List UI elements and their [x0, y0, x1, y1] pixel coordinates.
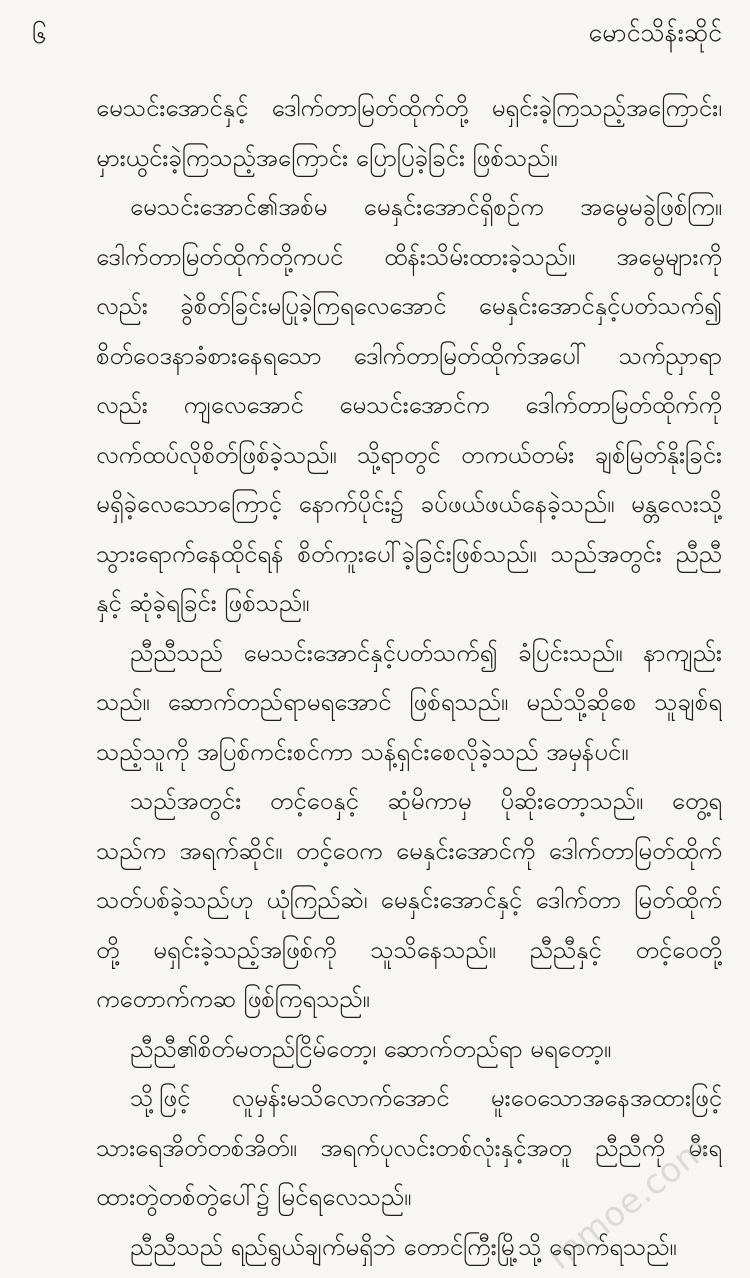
text-line: သည်အတွင်း တင့်ဝေနှင့် ဆုံမိကာမှ ပိုဆိုးတော့သည်။ တွေ့ရ: [130, 787, 722, 815]
paragraph: [96, 1223, 722, 1273]
text-line: ညီညီသည် ရည်ရွယ်ချက်မရှိဘဲ တောင်ကြီးမြို့သို့ ရောက်ရသည်။: [130, 1232, 677, 1261]
text-line: သည့်သူကို အပြစ်ကင်းစင်ကာ သန့်ရှင်းစေလိုခဲ့သည် အမှန်ပင်။: [96, 737, 629, 766]
text-line: ကတောက်ကဆ ဖြစ်ကြရသည်။: [96, 985, 370, 1013]
running-title: မောင်သိန်းဆိုင်: [588, 18, 722, 47]
text-line: သို့ဖြင့် လူမှန်းမသိလောက်အောင် မူးဝေသောအနေအထားဖြင့်: [130, 1084, 722, 1112]
text-line: သတ်ပစ်ခဲ့သည်ဟု ယုံကြည်ဆဲ၊ မေနှင်းအောင်နှင့် ဒေါက်တာ မြတ်ထိုက်: [96, 886, 722, 914]
text-line: လည်း ကျလေအောင် မေသင်းအောင်က ဒေါက်တာမြတ်ထိုက်ကို: [96, 391, 722, 419]
text-line: သားရေအိတ်တစ်အိတ်။ အရက်ပုလင်းတစ်လုံးနှင့်အတူ ညီညီကို မီးရ: [96, 1133, 722, 1162]
paragraph: [96, 1025, 722, 1075]
text-line: လက်ထပ်လိုစိတ်ဖြစ်ခဲ့သည်။ သို့ရာတွင် တကယ်တမ်း ချစ်မြတ်နိုးခြင်း: [96, 440, 722, 469]
text-line: မေသင်းအောင်နှင့် ဒေါက်တာမြတ်ထိုက်တို့ မရှင်းခဲ့ကြသည့်အကြောင်း၊: [96, 94, 722, 122]
paragraph: [96, 183, 722, 629]
text-line: မရှိခဲ့လေသောကြောင့် နောက်ပိုင်း၌ ခပ်ဖယ်ဖယ်နေခဲ့သည်။ မန္တလေးသို့: [96, 490, 722, 518]
text-line: ညီညီ၏စိတ်မတည်ငြိမ်တော့၊ ဆောက်တည်ရာ မရတော့။: [130, 1034, 612, 1063]
running-header: [28, 14, 722, 58]
text-line: ဒေါက်တာမြတ်ထိုက်တို့ကပင် ထိန်းသိမ်းထားခဲ့သည်။ အမွေများကို: [96, 242, 722, 271]
text-line: သွားရောက်နေထိုင်ရန် စိတ်ကူးပေါ်ခဲ့ခြင်းဖြစ်သည်။ သည်အတွင်း ညီညီ: [96, 539, 722, 568]
text-line: တို့ မရှင်းခဲ့သည့်အဖြစ်ကို သူသိနေသည်။ ညီညီနှင့် တင့်ဝေတို့: [96, 935, 722, 964]
page-number: ၆: [32, 20, 47, 50]
text-line: လည်း ခွဲစိတ်ခြင်းမပြုခဲ့ကြရလေအောင် မေနှင်းအောင်နှင့်ပတ်သက်၍: [96, 292, 722, 320]
paragraph: [96, 84, 722, 183]
text-line: မေသင်းအောင်၏အစ်မ မေနှင်းအောင်ရှိစဉ်က အမွေမခွဲဖြစ်ကြ။: [130, 193, 722, 221]
text-line: နှင့် ဆုံခဲ့ရခြင်း ဖြစ်သည်။: [96, 589, 310, 617]
paragraph: [96, 777, 722, 1025]
watermark: mmoe.com: [540, 1128, 716, 1278]
text-line: သည်က အရက်ဆိုင်။ တင့်ဝေက မေနှင်းအောင်ကို ဒေါက်တာမြတ်ထိုက်: [96, 836, 722, 865]
text-line: ထားတွဲတစ်တွဲပေါ်၌ မြင်ရလေသည်။: [96, 1183, 412, 1211]
text-line: သည်။ ဆောက်တည်ရာမရအောင် ဖြစ်ရသည်။ မည်သို့ဆိုစေ သူချစ်ရ: [96, 688, 722, 716]
text-line: မှားယွင်းခဲ့ကြသည့်အကြောင်း ပြောပြခဲ့ခြင်း ဖြစ်သည်။: [96, 143, 558, 172]
paragraph: [96, 629, 722, 778]
body-text: [96, 84, 722, 1272]
text-line: စိတ်ဝေဒနာခံစားနေရသော ဒေါက်တာမြတ်ထိုက်အပေါ် သက်ညှာရာ: [96, 341, 722, 370]
text-line: ညီညီသည် မေသင်းအောင်နှင့်ပတ်သက်၍ ခံပြင်းသည်။ နာကျည်း: [130, 638, 722, 667]
